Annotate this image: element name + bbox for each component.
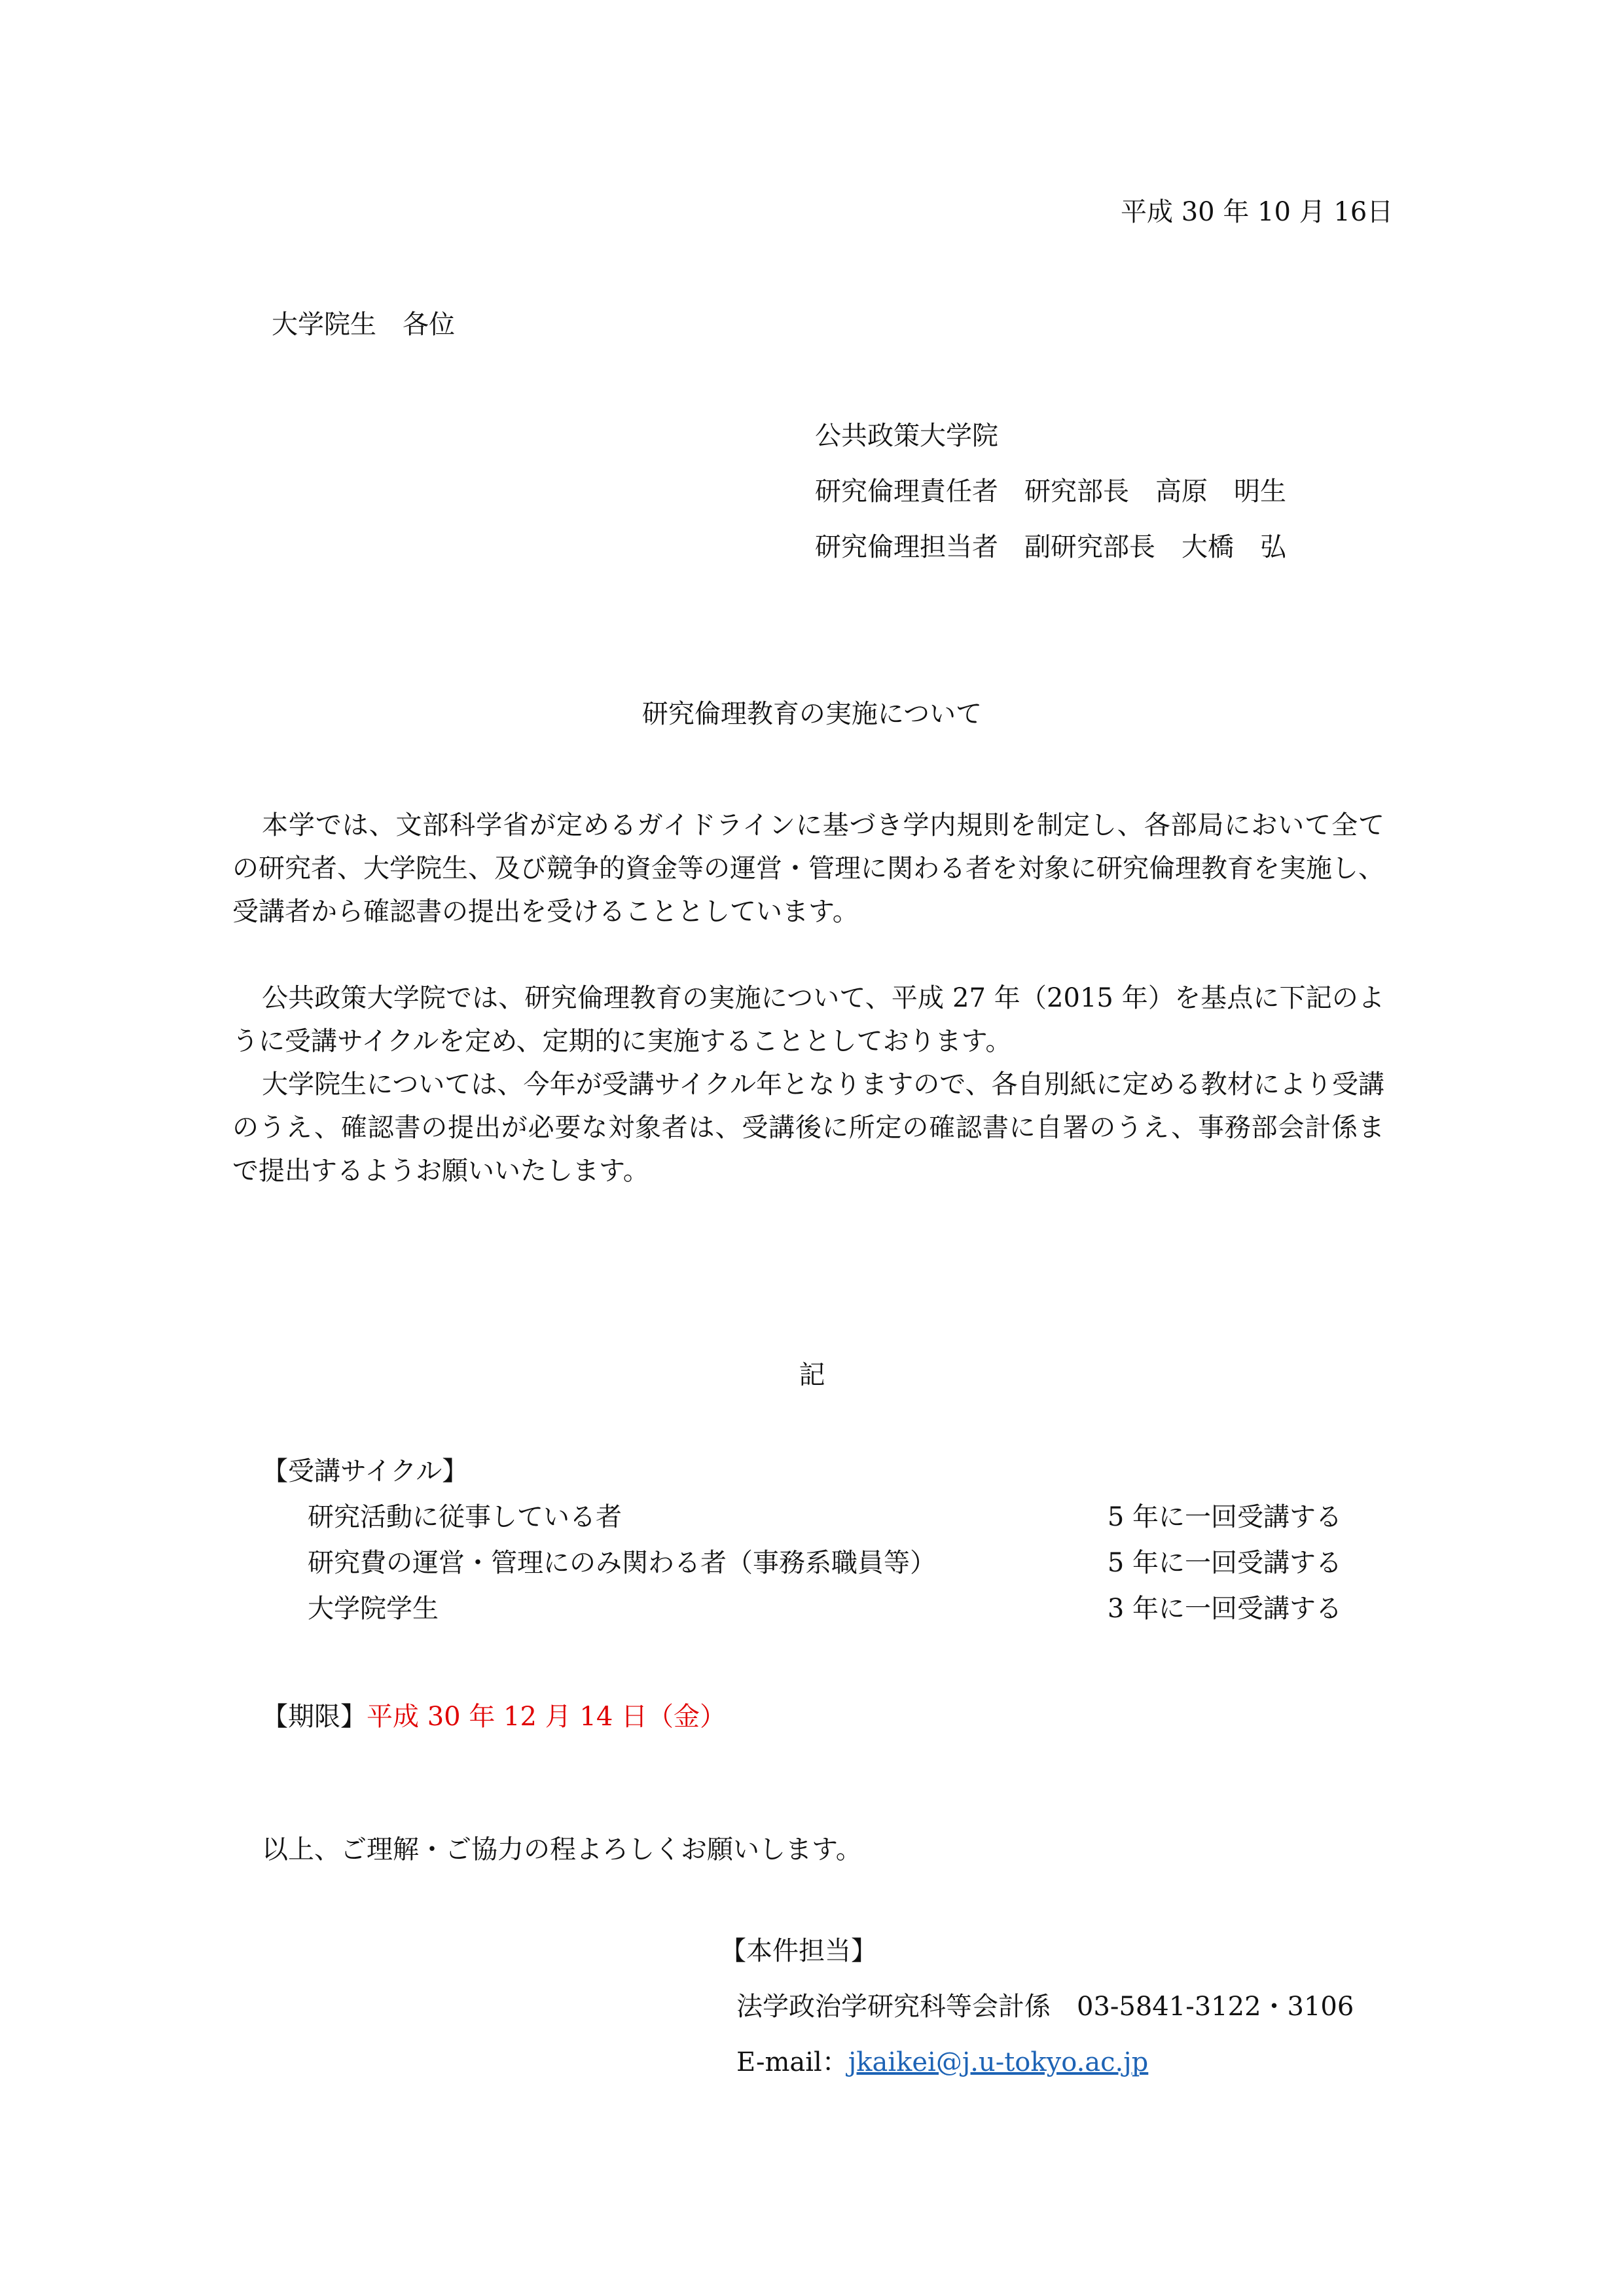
document-date: 平成 30 年 10 月 16日: [1121, 197, 1394, 227]
document-title: 研究倫理教育の実施について: [641, 699, 983, 729]
closing-remark: 以上、ご理解・ご協力の程よろしくお願いします。: [262, 1835, 862, 1865]
deadline: [262, 1700, 726, 1734]
deadline-date: 平成 30 年 12 月 14 日（金）: [367, 1702, 726, 1732]
ki-marker: 記: [799, 1360, 825, 1390]
cycle-row: [308, 1592, 1342, 1626]
email-link[interactable]: jkaikei@j.u-tokyo.ac.jp: [848, 2047, 1149, 2077]
contact-office: 法学政治学研究科等会計係 03-5841-3122・3106: [736, 1992, 1354, 2022]
cycle-heading: 【受講サイクル】: [262, 1456, 469, 1486]
cycle-frequency: 5 年に一回受講する: [1107, 1548, 1342, 1578]
cycle-row: [308, 1546, 1342, 1580]
contact-heading: 【本件担当】: [720, 1936, 877, 1966]
sender-in-charge: 研究倫理担当者 副研究部長 大橋 弘: [815, 532, 1286, 562]
cycle-frequency: 3 年に一回受講する: [1107, 1594, 1342, 1624]
email-label: E-mail：: [736, 2047, 848, 2077]
cycle-row: [308, 1500, 1342, 1534]
cycle-target: 研究費の運営・管理にのみ関わる者（事務系職員等）: [308, 1548, 936, 1578]
sender-org: 公共政策大学院: [815, 421, 998, 451]
sender-responsible: 研究倫理責任者 研究部長 高原 明生: [815, 476, 1286, 507]
contact-email-line: [736, 2045, 1148, 2079]
body-paragraph-3: 大学院生については、今年が受講サイクル年となりますので、各自別紙に定める教材により受講のうえ、確認書の提出が必要な対象者は、受講後に所定の確認書に自署のうえ、事務部会計係まで提出するようお願いいたします。: [232, 1069, 1384, 1186]
deadline-label: 【期限】: [262, 1702, 367, 1732]
body-paragraph-2: 公共政策大学院では、研究倫理教育の実施について、平成 27 年（2015 年）を基点に下記のように受講サイクルを定め、定期的に実施することとしております。: [232, 983, 1384, 1056]
cycle-target: 大学院学生: [308, 1594, 439, 1624]
cycle-target: 研究活動に従事している者: [308, 1502, 622, 1532]
addressee: 大学院生 各位: [272, 310, 455, 340]
body-paragraph-1: 本学では、文部科学省が定めるガイドラインに基づき学内規則を制定し、各部局において全ての研究者、大学院生、及び競争的資金等の運営・管理に関わる者を対象に研究倫理教育を実施し、受講者から確認書の提出を受けることとしています。: [232, 810, 1384, 927]
cycle-frequency: 5 年に一回受講する: [1107, 1502, 1342, 1532]
